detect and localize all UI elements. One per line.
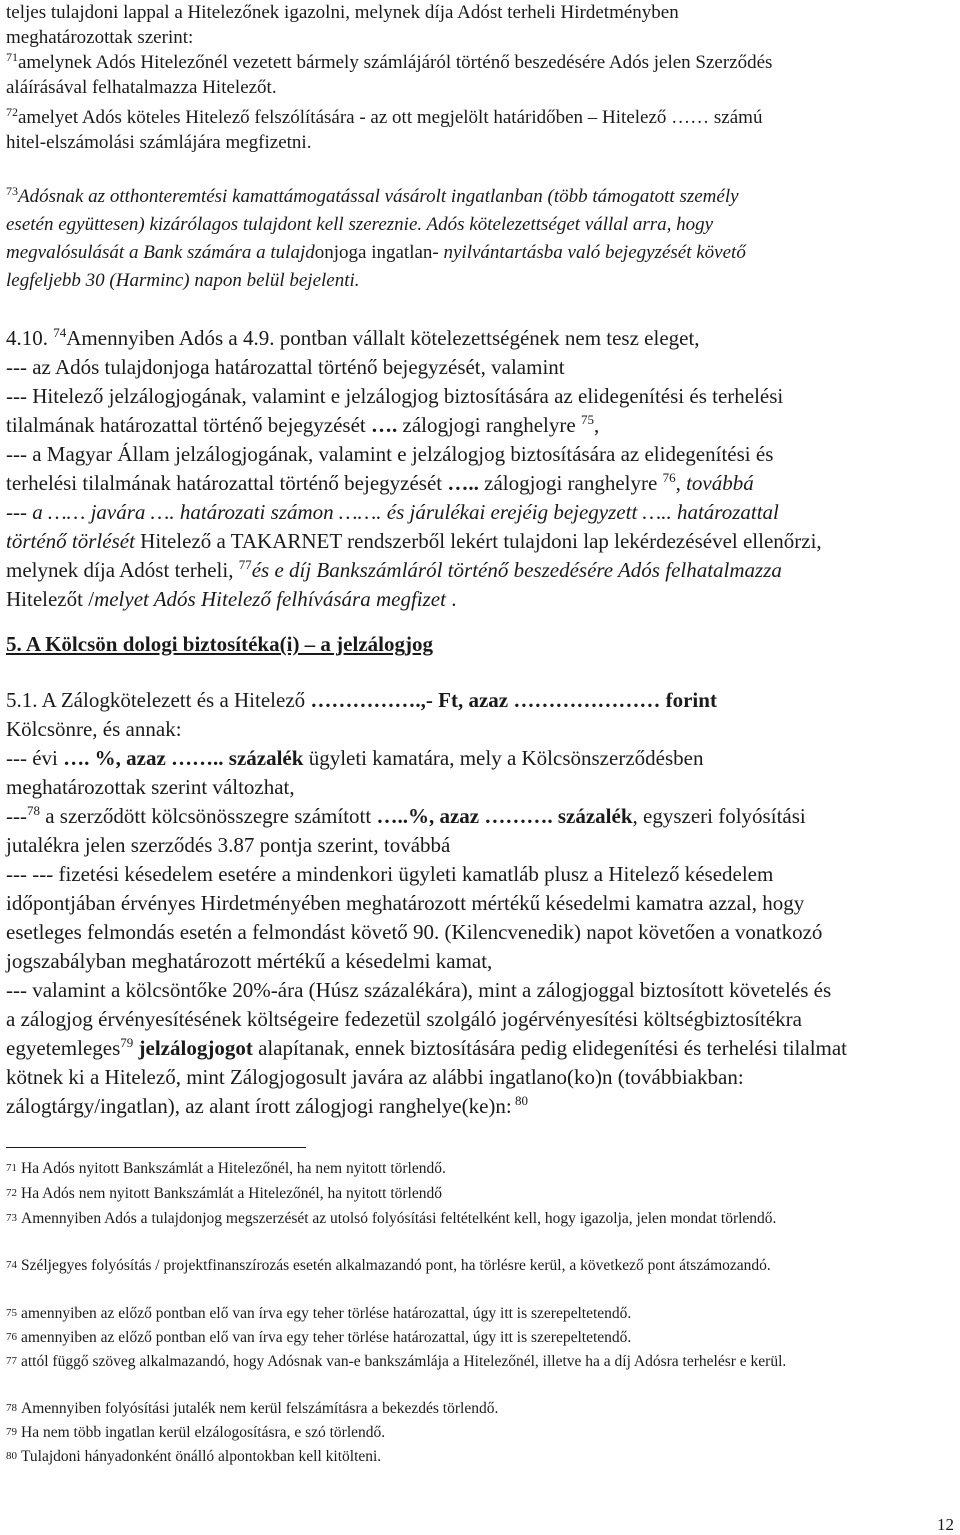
text: ügyleti kamatára, mely a Kölcsönszerződésben	[303, 746, 704, 770]
footnote-text: Tulajdoni hányadonként önálló alpontokban kell kitölteni.	[21, 1448, 382, 1465]
text-line	[6, 831, 956, 860]
text-line	[6, 324, 956, 353]
text: --- a …… javára …. határozati számon ……. és járulékai erejéig bejegyzett ….. határozattal	[6, 500, 779, 524]
text: történő törlését	[6, 529, 135, 553]
text-line	[6, 50, 956, 75]
footnote-number: 75	[6, 1307, 17, 1319]
text: zálogtárgy/ingatlan), az alant írott zálogjogi ranghelye(ke)n:	[6, 1094, 512, 1118]
footnote-71	[6, 1157, 956, 1180]
footnote-78	[6, 1397, 956, 1420]
text-line	[6, 1005, 956, 1034]
footnote-ref: 77	[238, 557, 252, 572]
text-line	[6, 353, 956, 382]
text-line	[6, 382, 956, 411]
text: jutalékra jelen szerződés 3.87 pontja szerint, továbbá	[6, 833, 451, 857]
text: teljes tulajdoni lappal a Hitelezőnek igazolni, melynek díja Adóst terheli Hirdetményben	[6, 2, 679, 23]
footnote-74	[6, 1254, 956, 1277]
footnote-text: amennyiben az előző pontban elő van írva egy teher törlése határozattal, úgy itt is szerepeltetendő.	[21, 1329, 632, 1346]
text: --- a Magyar Állam jelzálogjogának, valamint e jelzálogjog biztosítására az elidegenítési és	[6, 442, 774, 466]
paragraph-5-1	[6, 686, 956, 1121]
text: a zálogjog érvényesítésének költségeire fedezetül szolgáló jogérvényesítési költségbiztosítékra	[6, 1007, 802, 1031]
text: alapítanak, ennek biztosítására pedig elidegenítési és terhelési tilalmat	[252, 1036, 848, 1060]
paragraph-4-10	[6, 324, 956, 614]
page-number: 12	[937, 1515, 954, 1534]
paragraph-2	[6, 183, 956, 295]
footnote-number: 72	[6, 1187, 17, 1199]
text: onjoga ingatlan-	[314, 242, 439, 263]
text: Hitelezőt /	[6, 587, 95, 611]
text-line	[6, 715, 956, 744]
text: Amennyiben Adós a 4.9. pontban vállalt kötelezettségének nem tesz eleget,	[66, 326, 700, 350]
text-line	[6, 976, 956, 1005]
footnote-79	[6, 1421, 956, 1444]
text-line	[6, 686, 956, 715]
text: esetleges felmondás esetén a felmondást követő 90. (Kilencvenedik) napot követően a vonatkozó	[6, 920, 823, 944]
text: --- valamint a kölcsöntőke 20%-ára (Húsz százalékára), mint a zálogjoggal biztosított követelés és	[6, 978, 832, 1002]
text: Adósnak az otthonteremtési kamattámogatással vásárolt ingatlanban (több támogatott személy	[18, 186, 739, 207]
footnote-ref: 72	[6, 105, 18, 119]
footnote-ref: 73	[6, 184, 18, 198]
text: a szerződött kölcsönösszegre számított	[39, 804, 377, 828]
text-line	[6, 211, 956, 239]
text-line	[6, 183, 956, 211]
text: , egyszeri folyósítási	[632, 804, 806, 828]
text: Hitelező a TAKARNET rendszerből lekért tulajdoni lap lekérdezésével ellenőrzi,	[134, 529, 822, 553]
text-line	[6, 744, 956, 773]
footnote-ref: 74	[53, 325, 67, 340]
text: Kölcsönre, és annak:	[6, 717, 182, 741]
footnote-text: amennyiben az előző pontban elő van írva egy teher törlése határozattal, úgy itt is szerepeltetendő.	[21, 1305, 632, 1322]
text-line	[6, 1092, 956, 1121]
text: ---	[6, 804, 27, 828]
text: 5.1. A Zálogkötelezett és a Hitelező	[6, 688, 311, 712]
footnote-ref: 71	[6, 50, 18, 64]
footnote-number: 80	[6, 1450, 17, 1462]
footnote-number: 73	[6, 1212, 17, 1224]
text-line	[6, 889, 956, 918]
text-line	[6, 469, 956, 498]
text-line	[6, 130, 956, 155]
text: jelzálogjogot	[138, 1036, 253, 1060]
text: zálogjogi ranghelyre	[397, 413, 581, 437]
text: --- --- fizetési késedelem esetére a mindenkori ügyleti kamatláb plusz a Hitelező késedelem	[6, 862, 774, 886]
text-line	[6, 105, 956, 130]
text-line	[6, 411, 956, 440]
text: ,	[593, 413, 600, 437]
text-line	[6, 585, 956, 614]
footnote-number: 77	[6, 1355, 17, 1367]
text: jogszabályban meghatározott mértékű a késedelmi kamat,	[6, 949, 493, 973]
text-line	[6, 1034, 956, 1063]
text: amelynek Adós Hitelezőnél vezetett bármely számlájáról történő beszedésére Adós jelen Szerződés	[18, 52, 773, 73]
footnote-text: Széljegyes folyósítás / projektfinanszírozás esetén alkalmazandó pont, ha törlésre kerül, a következő pont átszámozandó.	[21, 1257, 771, 1274]
text-line	[6, 0, 956, 25]
footnote-text: Amennyiben Adós a tulajdonjog megszerzését az utolsó folyósítási feltételként kell, hogy igazolja, jelen mondat törlendő.	[21, 1210, 777, 1227]
footnote-separator	[6, 1147, 306, 1148]
text: egyetemleges	[6, 1036, 121, 1060]
footnote-ref: 76	[662, 470, 676, 485]
text-line	[6, 918, 956, 947]
text-line	[6, 440, 956, 469]
text: meghatározottak szerint:	[6, 27, 194, 48]
section-number: 4.10.	[6, 326, 54, 350]
text: továbbá	[686, 471, 754, 495]
paragraph-1	[6, 0, 956, 155]
footnote-77	[6, 1350, 956, 1373]
footnote-76	[6, 1326, 956, 1349]
text: melyet Adós Hitelező felhívására megfizet	[94, 587, 446, 611]
text: időpontjában érvényes Hirdetményében meghatározott mértékű késedelmi kamatra azzal, hogy	[6, 891, 805, 915]
text-line	[6, 75, 956, 100]
text: melynek díja Adóst terheli,	[6, 558, 239, 582]
footnote-73	[6, 1207, 956, 1230]
footnote-number: 74	[6, 1259, 17, 1271]
text: legfeljebb 30 (Harminc) napon belül bejelenti.	[6, 270, 360, 291]
text-line	[6, 267, 956, 295]
text: tilalmának határozattal történő bejegyzését	[6, 413, 371, 437]
footnote-72	[6, 1182, 956, 1205]
footnote-number: 71	[6, 1162, 17, 1174]
text-line	[6, 498, 956, 527]
footnote-text: Amennyiben folyósítási jutalék nem kerül felszámításra a bekezdés törlendő.	[21, 1400, 499, 1417]
text: megvalósulását a Bank számára a tulajd	[6, 242, 315, 263]
footnote-text: Ha Adós nem nyitott Bankszámlát a Hitelezőnél, ha nyitott törlendő	[21, 1185, 442, 1202]
text: --- Hitelező jelzálogjogának, valamint e jelzálogjog biztosítására az elidegenítési és terhelési	[6, 384, 784, 408]
footnote-number: 78	[6, 1402, 17, 1414]
text-line	[6, 1063, 956, 1092]
footnote-ref: 79	[120, 1035, 134, 1050]
footnote-text: Ha nem több ingatlan kerül elzálogosításra, e szó törlendő.	[21, 1424, 386, 1441]
text: zálogjogi ranghelyre	[478, 471, 663, 495]
text: …..%, azaz ………. százalék	[376, 804, 633, 828]
text-line	[6, 947, 956, 976]
heading-text: 5. A Kölcsön dologi biztosítéka(i) – a jelzálogjog	[6, 632, 433, 656]
footnote-80	[6, 1445, 956, 1468]
text: hitel-elszámolási számlájára megfizetni.	[6, 132, 312, 153]
text: esetén együttesen) kizárólagos tulajdont kell szereznie. Adós kötelezettséget vállal arra, hogy	[6, 214, 714, 235]
text-line	[6, 802, 956, 831]
footnote-ref: 75	[580, 412, 594, 427]
footnote-text: Ha Adós nyitott Bankszámlát a Hitelezőnél, ha nem nyitott törlendő.	[21, 1160, 446, 1177]
footnote-text: attól függő szöveg alkalmazandó, hogy Adósnak van-e bankszámlája a Hitelezőnél, illetve ha a díj Adósra terhelésr e kerül.	[21, 1353, 787, 1370]
text-line	[6, 773, 956, 802]
text: …..	[447, 471, 479, 495]
section-heading	[6, 630, 956, 659]
text: …………….,- Ft, azaz ………………… forint	[310, 688, 717, 712]
text: meghatározottak szerint változhat,	[6, 775, 295, 799]
text-line	[6, 239, 956, 267]
footnote-number: 79	[6, 1426, 17, 1438]
text-line	[6, 25, 956, 50]
text-line	[6, 860, 956, 889]
text: aláírásával felhatalmazza Hitelezőt.	[6, 77, 277, 98]
text: nyilvántartásba való bejegyzését követő	[438, 242, 746, 263]
text-line	[6, 527, 956, 556]
text: és e díj Bankszámláról történő beszedésére Adós felhatalmazza	[251, 558, 782, 582]
text: kötnek ki a Hitelező, mint Zálogjogosult javára az alábbi ingatlano(ko)n (továbbiakban:	[6, 1065, 744, 1089]
footnote-ref: 80	[511, 1093, 528, 1108]
text: …. %, azaz …….. százalék	[63, 746, 304, 770]
text: --- az Adós tulajdonjoga határozattal történő bejegyzését, valamint	[6, 355, 565, 379]
text-line	[6, 556, 956, 585]
text: --- évi	[6, 746, 64, 770]
footnote-number: 76	[6, 1331, 17, 1343]
footnote-ref: 78	[26, 803, 40, 818]
text: amelyet Adós köteles Hitelező felszólítására - az ott megjelölt határidőben – Hitelező …… számú	[18, 107, 763, 128]
text: ….	[371, 413, 398, 437]
text: .	[445, 587, 457, 611]
footnote-75	[6, 1302, 956, 1325]
text: ,	[675, 471, 687, 495]
text: terhelési tilalmának határozattal történő bejegyzését	[6, 471, 448, 495]
